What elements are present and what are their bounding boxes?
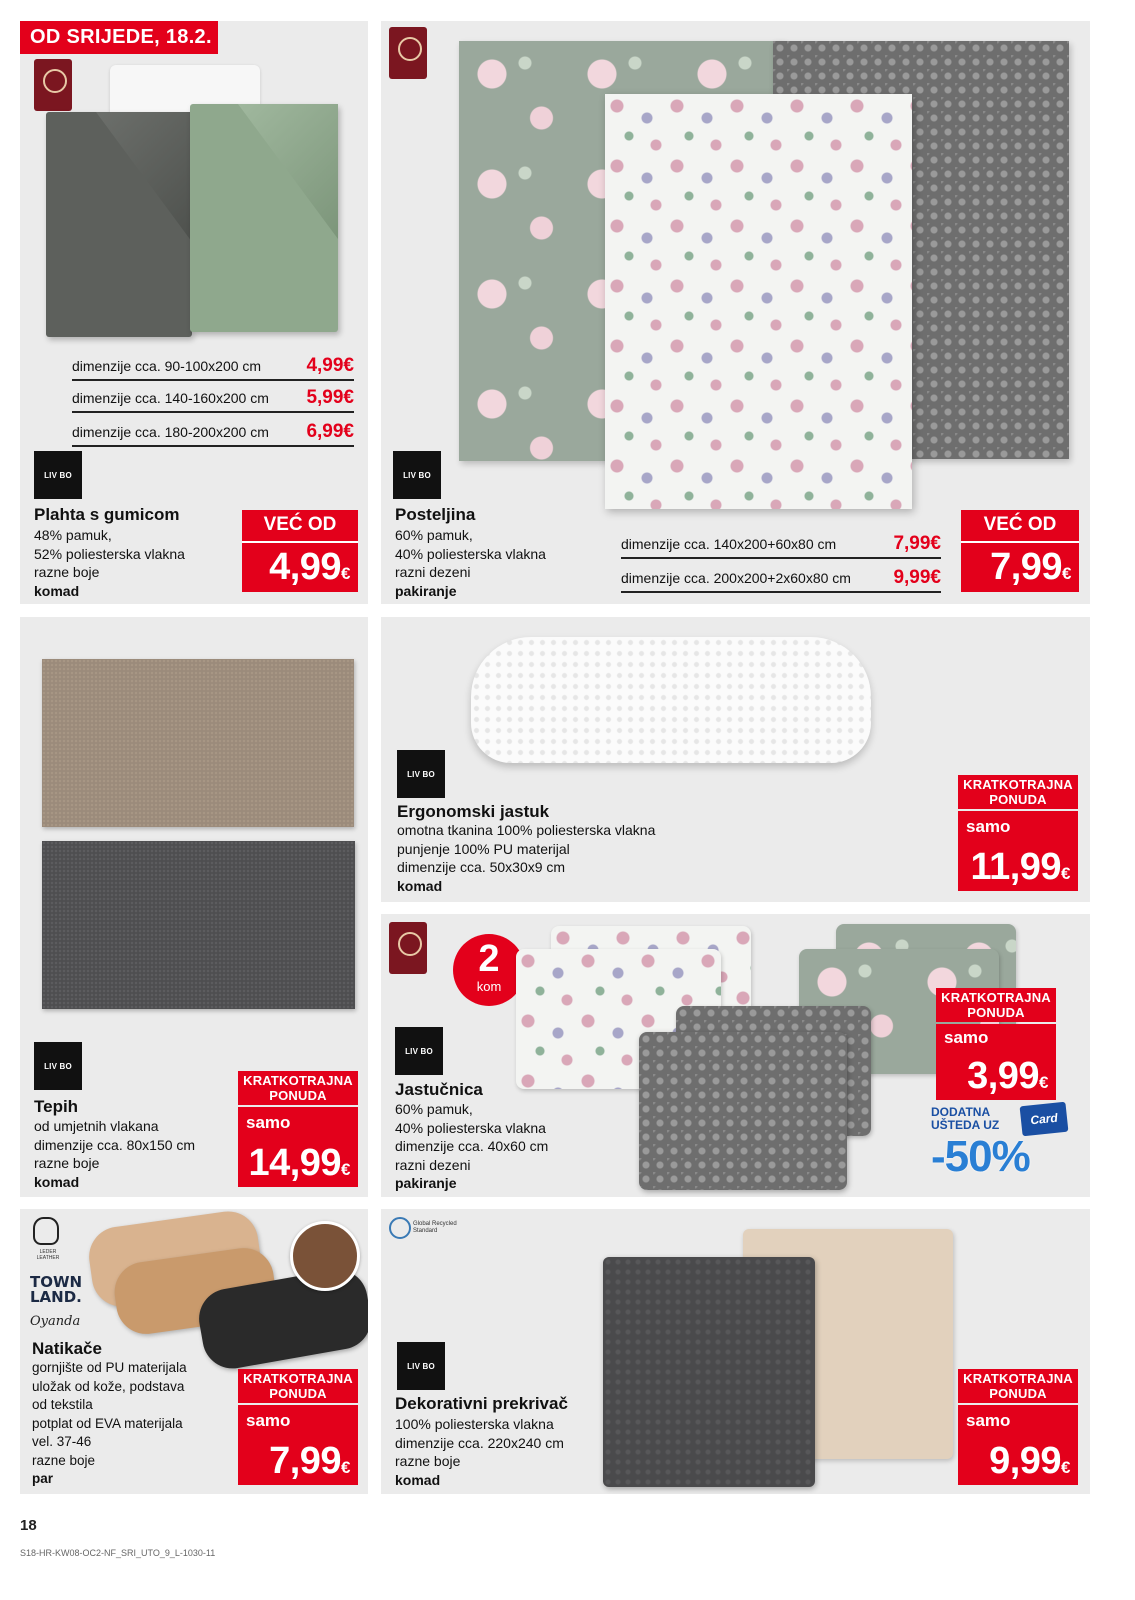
plahta-image-green (190, 104, 338, 332)
promo-badge: KRATKOTRAJNA PONUDA (936, 988, 1056, 1022)
price-label: samo (966, 1411, 1011, 1430)
product-panel-natikace[interactable] (20, 1209, 368, 1494)
price-value: 7,99€ (990, 546, 1071, 588)
price-box (238, 1107, 358, 1187)
price-value: 3,99€ (967, 1055, 1048, 1097)
price-value: 14,99€ (248, 1142, 350, 1184)
quality-seal-icon (389, 27, 427, 79)
count-unit: kom (476, 979, 502, 994)
promo-badge: KRATKOTRAJNA PONUDA (958, 1369, 1078, 1403)
footer-code: S18-HR-KW08-OC2-NF_SRI_UTO_9_L-1030-11 (20, 1548, 216, 1558)
product-description: 48% pamuk, 52% poliesterska vlakna razne boje komad (34, 527, 185, 599)
price-box (958, 1405, 1078, 1485)
product-description: 60% pamuk, 40% poliesterska vlakna razni dezeni pakiranje (395, 527, 546, 599)
product-panel-posteljina[interactable] (381, 21, 1090, 604)
product-panel-prekrivac[interactable] (381, 1209, 1090, 1494)
product-panel-tepih[interactable] (20, 617, 368, 1197)
price-label: VEĆ OD (263, 514, 337, 535)
size-label: dimenzije cca. 140x200+60x80 cm (621, 536, 837, 552)
livbo-logo: LIV BO (34, 1042, 82, 1090)
card-discount-value: -50% (931, 1132, 1030, 1181)
product-title: Ergonomski jastuk (397, 802, 550, 821)
price-value: 4,99€ (269, 546, 350, 588)
prekrivac-image-gray (603, 1257, 815, 1487)
size-price: 4,99€ (306, 355, 354, 376)
size-label: dimenzije cca. 200x200+2x60x80 cm (621, 570, 851, 586)
price-label: samo (246, 1113, 291, 1132)
townland-logo: TOWN LAND. (30, 1273, 83, 1306)
livbo-logo: LIV BO (34, 451, 82, 499)
product-description: omotna tkanina 100% poliesterska vlakna punjenje 100% PU materijal dimenzije cca. 50x30x9 cm komad (397, 822, 656, 894)
card-icon: Card (1020, 1102, 1069, 1137)
size-row (621, 563, 941, 593)
price-box (961, 510, 1079, 592)
livbo-logo: LIV BO (395, 1027, 443, 1075)
tepih-image-gray (42, 841, 355, 1009)
oyanda-logo: Oyanda (30, 1314, 81, 1329)
plahta-image-gray (46, 112, 192, 337)
promo-badge: KRATKOTRAJNA PONUDA (238, 1369, 358, 1403)
size-label: dimenzije cca. 180-200x200 cm (72, 424, 269, 440)
posteljina-image-white (605, 94, 912, 509)
price-label: samo (966, 817, 1011, 836)
card-discount-badge (931, 1104, 1081, 1186)
size-row (72, 417, 354, 447)
product-title: Posteljina (395, 505, 476, 524)
jastuk-image (471, 637, 871, 763)
size-row (72, 383, 354, 413)
product-description: gornjište od PU materijala uložak od kože, podstava od tekstila potplat od EVA materijala vel. 37-46 razne boje par (32, 1360, 187, 1486)
size-label: dimenzije cca. 90-100x200 cm (72, 358, 262, 374)
price-box (238, 1405, 358, 1485)
price-box (958, 811, 1078, 891)
leather-icon (33, 1217, 59, 1245)
size-price: 9,99€ (893, 567, 941, 588)
promo-badge: KRATKOTRAJNA PONUDA (958, 775, 1078, 809)
product-description: 100% poliesterska vlakna dimenzije cca. 220x240 cm razne boje komad (395, 1416, 564, 1488)
promo-badge: KRATKOTRAJNA PONUDA (238, 1071, 358, 1105)
count-number: 2 (478, 938, 500, 980)
quality-seal-icon (34, 59, 72, 111)
count-badge (453, 934, 525, 1006)
product-title: Tepih (34, 1097, 79, 1116)
livbo-logo: LIV BO (397, 1342, 445, 1390)
price-value: 9,99€ (989, 1440, 1070, 1482)
livbo-logo: LIV BO (393, 451, 441, 499)
size-price: 6,99€ (306, 421, 354, 442)
page-number: 18 (20, 1517, 37, 1534)
size-price: 5,99€ (306, 387, 354, 408)
offer-date-tag: OD SRIJEDE, 18.2. (20, 21, 218, 54)
card-text: DODATNA UŠTEDA UZ (931, 1105, 1000, 1132)
jastucnica-image-gray (639, 1032, 847, 1190)
price-label: VEĆ OD (983, 514, 1057, 535)
product-panel-jastuk[interactable] (381, 617, 1090, 902)
price-box (936, 1024, 1056, 1100)
price-label: samo (944, 1028, 989, 1047)
leather-label: LEDER LEATHER (36, 1249, 60, 1261)
price-value: 11,99€ (970, 846, 1070, 888)
product-description: 60% pamuk, 40% poliesterska vlakna dimenzije cca. 40x60 cm razni dezeni pakiranje (395, 1101, 549, 1191)
leather-detail-image (290, 1221, 360, 1291)
grs-logo: Global Recycled Standard (389, 1215, 459, 1245)
product-title: Plahta s gumicom (34, 505, 180, 524)
quality-seal-icon (389, 922, 427, 974)
product-title: Natikače (32, 1339, 102, 1358)
size-label: dimenzije cca. 140-160x200 cm (72, 390, 269, 406)
product-panel-plahta[interactable] (20, 21, 368, 604)
livbo-logo: LIV BO (397, 750, 445, 798)
size-row (72, 351, 354, 381)
product-description: od umjetnih vlakana dimenzije cca. 80x150 cm razne boje komad (34, 1118, 196, 1190)
size-row (621, 529, 941, 559)
price-label: samo (246, 1411, 291, 1430)
product-panel-jastucnica[interactable] (381, 914, 1090, 1197)
size-price: 7,99€ (893, 533, 941, 554)
product-title: Dekorativni prekrivač (395, 1394, 568, 1413)
price-value: 7,99€ (269, 1440, 350, 1482)
tepih-image-beige (42, 659, 354, 827)
price-box (242, 510, 358, 592)
product-title: Jastučnica (395, 1080, 483, 1099)
